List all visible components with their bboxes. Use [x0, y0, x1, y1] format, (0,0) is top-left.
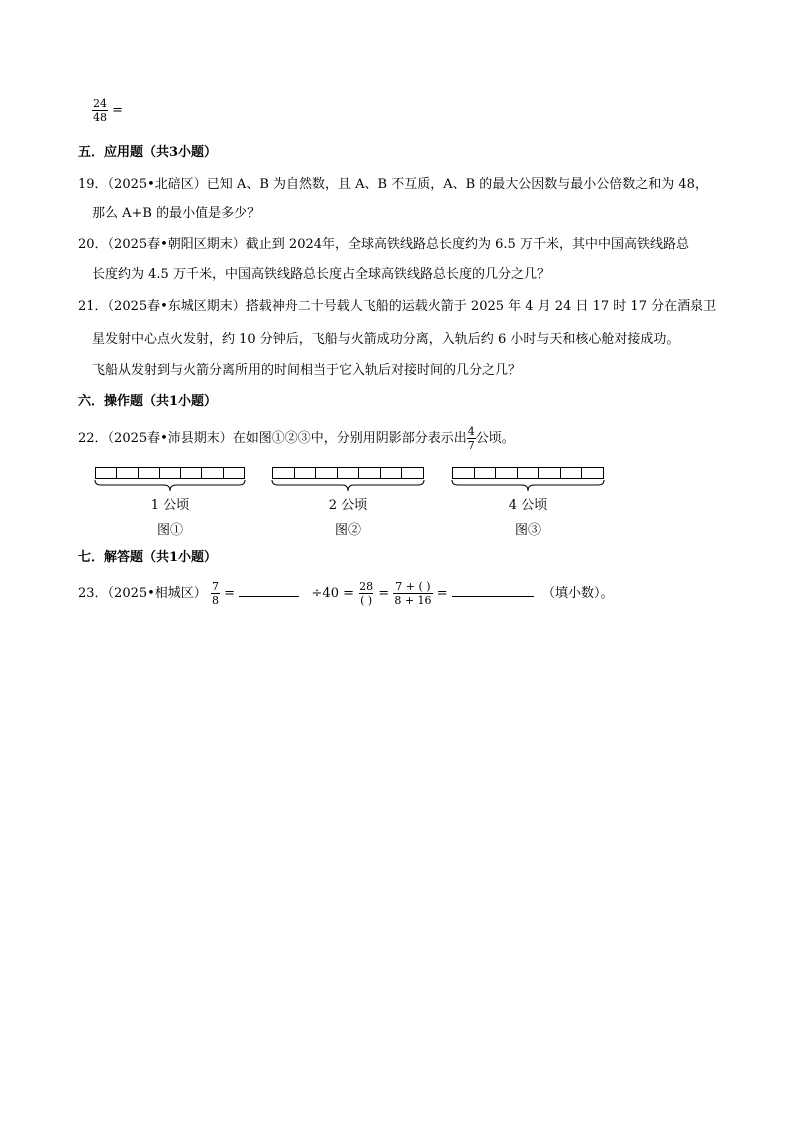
question-21-line-1: 21．（2025春•东城区期末）搭载神舟二十号载人飞船的运载火箭于 2025 年 4 月 24 日 17 时 17 分在酒泉卫	[78, 299, 717, 314]
section-title-7: 七．解答题（共1小题）	[78, 550, 218, 565]
figure-2-label: 2 公顷	[328, 498, 368, 513]
answer-blank-2[interactable]	[452, 584, 534, 597]
figure-1-caption: 图①	[156, 523, 183, 538]
answer-blank-1[interactable]	[239, 584, 299, 597]
question-23-line	[78, 580, 614, 607]
fraction-1	[211, 580, 220, 607]
fraction	[467, 425, 476, 452]
fraction-2	[358, 580, 374, 607]
denominator: ( )	[360, 594, 373, 607]
division-text: ÷40 =	[311, 586, 354, 601]
question-20-line-1: 20．（2025春•朝阳区期末）截止到 2024年，全球高铁线路总长度约为 6.5 万千米，其中中国高铁线路总	[78, 237, 689, 252]
denominator: 8	[211, 594, 219, 607]
question-23-prefix: 23．（2025•相城区）	[78, 586, 207, 601]
question-19-line-1: 19．（2025•北碚区）已知 A、B 为自然数，且 A、B 不互质，A、B 的最大公因数与最小公倍数之和为 48，	[78, 177, 708, 192]
numerator: 4	[467, 425, 475, 438]
denominator: 8 + 16	[394, 594, 432, 607]
fraction-3	[393, 580, 432, 607]
denominator: 7	[467, 439, 475, 452]
equals-sign: =	[224, 586, 235, 601]
numerator: 28	[359, 580, 374, 593]
question-19-line-2: 那么 A+B 的最小值是多少？	[92, 206, 261, 221]
denominator: 48	[93, 111, 107, 124]
top-fraction-line	[92, 97, 123, 124]
brace-figure-1	[95, 480, 245, 492]
numerator: 7	[211, 580, 219, 593]
equals-sign: =	[436, 586, 448, 601]
question-20-line-2: 长度约为 4.5 万千米，中国高铁线路总长度占全球高铁线路总长度的几分之几？	[92, 267, 550, 282]
equals-sign: =	[112, 103, 124, 118]
numerator: 7 + ( )	[395, 580, 431, 593]
strip-figure-1	[95, 467, 245, 479]
question-21-line-3: 飞船从发射到与火箭分离所用的时间相当于它入轨后对接时间的几分之几？	[92, 363, 522, 378]
brace-figure-2	[272, 480, 424, 492]
figure-3-caption: 图③	[514, 523, 541, 538]
equals-sign: =	[378, 586, 390, 601]
strip-figure-3	[452, 467, 604, 479]
figure-2-caption: 图②	[334, 523, 361, 538]
brace-figure-3	[452, 480, 604, 492]
question-22-suffix: 公顷。	[475, 431, 515, 446]
question-22-line	[78, 425, 515, 452]
strip-figure-2	[272, 467, 424, 479]
figure-3-label: 4 公顷	[508, 498, 548, 513]
fraction	[92, 97, 108, 124]
question-23-note: （填小数）。	[542, 586, 614, 601]
question-21-line-2: 星发射中心点火发射，约 10 分钟后，飞船与火箭成功分离，入轨后约 6 小时与天和核心舱对接成功。	[92, 332, 680, 347]
question-22-prefix: 22．（2025春•沛县期末）在如图①②③中，分别用阴影部分表示出	[78, 431, 467, 446]
figure-1-label: 1 公顷	[150, 498, 190, 513]
numerator: 24	[93, 97, 107, 110]
section-title-6: 六．操作题（共1小题）	[78, 394, 218, 409]
section-title-5: 五．应用题（共3小题）	[78, 145, 218, 160]
